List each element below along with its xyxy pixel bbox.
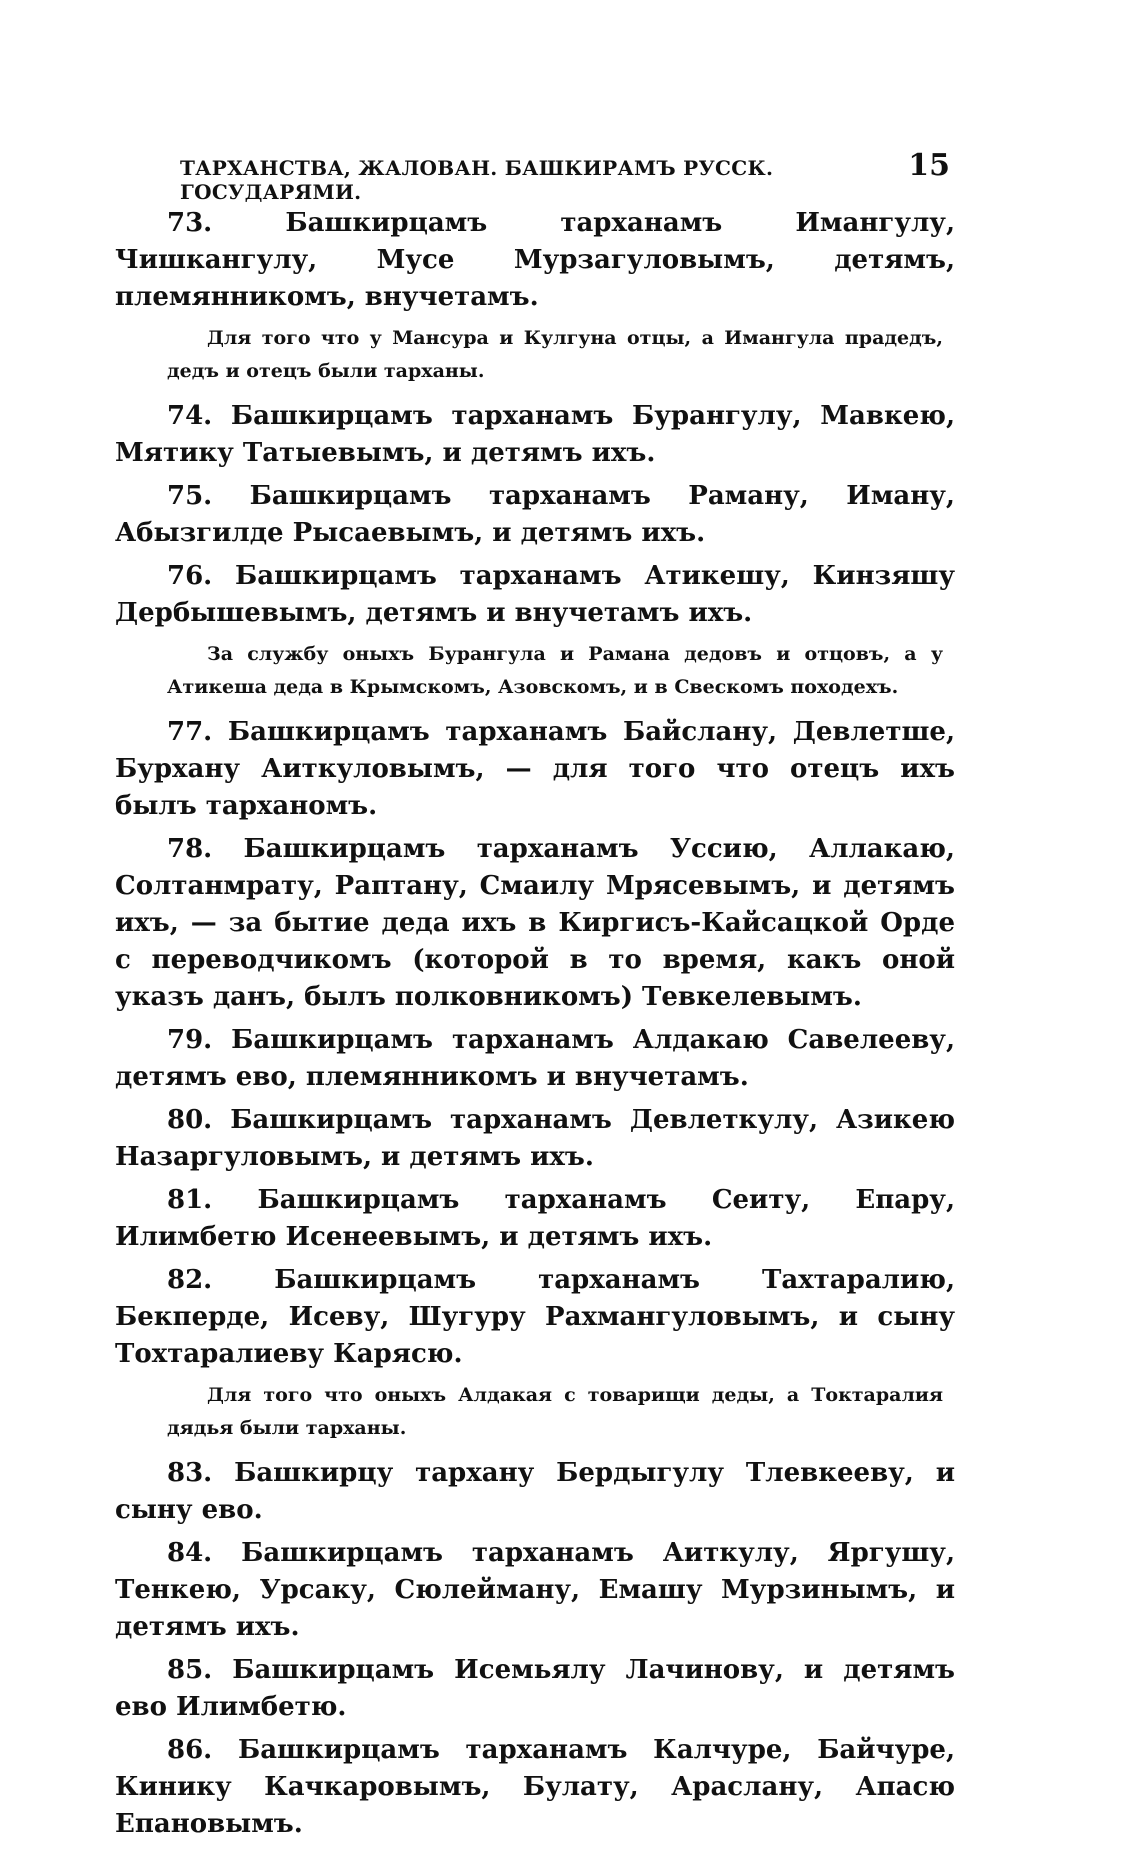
note-73: Для того что у Мансура и Кулгуна отцы, а Имангула прадедъ, дедъ и отецъ были тарханы. xyxy=(167,327,943,382)
note-82: Для того что оныхъ Алдакая с товарищи деды, а Токтаралия дядья были тарханы. xyxy=(167,1384,943,1439)
page-body xyxy=(115,205,955,1849)
entry-78: 78. Башкирцамъ тарханамъ Уссию, Аллакаю, Солтанмрату, Раптану, Смаилу Мрясевымъ, и детямъ ихъ, — за бытие деда ихъ в Киргисъ-Кайсацкой Орде с переводчикомъ (которой в то время, какъ оной указъ данъ, былъ полковникомъ) Тевкелевымъ. xyxy=(115,834,955,1012)
entry-83: 83. Башкирцу тархану Бердыгулу Тлевкееву, и сыну ево. xyxy=(115,1458,955,1525)
page-header xyxy=(180,148,950,204)
page-number: 15 xyxy=(908,148,950,183)
entry-85: 85. Башкирцамъ Исемьялу Лачинову, и детямъ ево Илимбетю. xyxy=(115,1655,955,1722)
entry-82: 82. Башкирцамъ тарханамъ Тахтаралию, Бекперде, Исеву, Шугуру Рахмангуловымъ, и сыну Тохтаралиеву Карясю. xyxy=(115,1265,955,1369)
entry-75: 75. Башкирцамъ тарханамъ Раману, Иману, Абызгилде Рысаевымъ, и детямъ ихъ. xyxy=(115,481,955,548)
entry-80: 80. Башкирцамъ тарханамъ Девлеткулу, Азикею Назаргуловымъ, и детямъ ихъ. xyxy=(115,1105,955,1172)
running-head: ТАРХАНСТВА, ЖАЛОВАН. БАШКИРАМЪ РУССК. ГОСУДАРЯМИ. xyxy=(180,156,774,204)
entry-73: 73. Башкирцамъ тарханамъ Имангулу, Чишкангулу, Мусе Мурзагуловымъ, детямъ, племянникомъ, внучетамъ. xyxy=(115,208,955,312)
entry-76: 76. Башкирцамъ тарханамъ Атикешу, Кинзяшу Дербышевымъ, детямъ и внучетамъ ихъ. xyxy=(115,561,955,628)
entry-86: 86. Башкирцамъ тарханамъ Калчуре, Байчуре, Кинику Качкаровымъ, Булату, Араслану, Апасю Епановымъ. xyxy=(115,1735,955,1839)
entry-74: 74. Башкирцамъ тарханамъ Бурангулу, Мавкею, Мятику Татыевымъ, и детямъ ихъ. xyxy=(115,401,955,468)
note-76: За службу оныхъ Бурангула и Рамана дедовъ и отцовъ, а у Атикеша деда в Крымскомъ, Азовскомъ, и в Свескомъ походехъ. xyxy=(167,643,943,698)
entry-77: 77. Башкирцамъ тарханамъ Байслану, Девлетше, Бурхану Аиткуловымъ, — для того что отецъ ихъ былъ тарханомъ. xyxy=(115,717,955,821)
entry-84: 84. Башкирцамъ тарханамъ Аиткулу, Яргушу, Тенкею, Урсаку, Сюлейману, Емашу Мурзинымъ, и детямъ ихъ. xyxy=(115,1538,955,1642)
entry-81: 81. Башкирцамъ тарханамъ Сеиту, Епару, Илимбетю Исенеевымъ, и детямъ ихъ. xyxy=(115,1185,955,1252)
entry-79: 79. Башкирцамъ тарханамъ Алдакаю Савелееву, детямъ ево, племянникомъ и внучетамъ. xyxy=(115,1025,955,1092)
